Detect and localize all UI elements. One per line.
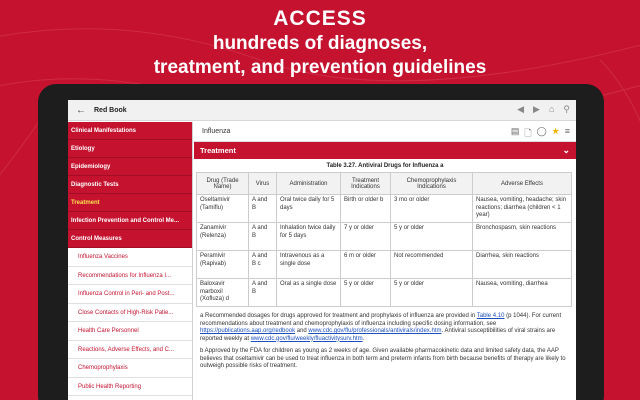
- promo-line-1: ACCESS: [273, 7, 367, 30]
- table-row: [197, 251, 572, 279]
- content-pane: [194, 122, 576, 400]
- content-tools: [511, 126, 570, 142]
- cdc-weekly-link[interactable]: www.cdc.gov/flu/weekly/fluactivitysurv.htm: [250, 335, 363, 342]
- promo-line-2: hundreds of diagnoses,: [212, 33, 428, 54]
- table-header: Treatment Indications: [341, 173, 391, 195]
- table-cell: Birth or older b: [341, 195, 391, 223]
- sidebar-item-reactions[interactable]: Reactions, Adverse Effects, and C...: [68, 341, 192, 360]
- app-title: Red Book: [94, 106, 127, 114]
- sidebar-item-influenza-control[interactable]: Influenza Control in Peri- and Post...: [68, 285, 192, 304]
- table-cell: 5 y or older: [341, 279, 391, 307]
- sidebar-item-clinical-manifestations[interactable]: Clinical Manifestations: [68, 122, 192, 140]
- table-cell: Baloxavir marboxil (Xofluza) d: [197, 279, 249, 307]
- sidebar-item-etiology[interactable]: Etiology: [68, 140, 192, 158]
- table-cell: Nausea, vomiting, headache; skin reactions; diarrhea (children < 1 year): [473, 195, 572, 223]
- document-icon[interactable]: 🗋: [524, 128, 532, 138]
- table-cell: A and B c: [249, 251, 277, 279]
- table-header: Chemoprophylaxis Indications: [391, 173, 473, 195]
- topic-title: Influenza: [202, 128, 231, 135]
- home-icon[interactable]: ⌂: [548, 104, 555, 114]
- sidebar-item-influenza-vaccines[interactable]: Influenza Vaccines: [68, 248, 192, 267]
- sidebar-item-close-contacts[interactable]: Close Contacts of High-Risk Patie...: [68, 304, 192, 323]
- footnote-b: b Approved by the FDA for children as young as 2 weeks of age. Given available pharmacokinetic data and limited safety data, the AAP believes that oseltamivir can be used to treat influenza in both term and preterm infants from birth because benefits of therapy are likely to outweigh possible risks of treatment.: [200, 348, 566, 369]
- sidebar-item-infection-prevention[interactable]: Infection Prevention and Control Me...: [68, 212, 192, 230]
- footnote-text: a Recommended dosages for drugs approved for treatment and prophylaxis of influenza are provided in: [200, 313, 476, 319]
- antiviral-table: [196, 172, 572, 307]
- redbook-link[interactable]: https://publications.aap.org/redbook: [200, 328, 296, 334]
- search-icon[interactable]: ⚲: [563, 104, 570, 114]
- table-cell: 6 m or older: [341, 251, 391, 279]
- table-cell: A and B: [249, 223, 277, 251]
- share-icon[interactable]: ≡: [564, 126, 570, 136]
- footnote-text: and: [296, 328, 307, 334]
- section-header[interactable]: [194, 142, 576, 159]
- sidebar-item-epidemiology[interactable]: Epidemiology: [68, 158, 192, 176]
- table-row: [197, 223, 572, 251]
- sidebar: [68, 122, 193, 400]
- table-cell: Oral twice daily for 5 days: [277, 195, 341, 223]
- table-cell: Intravenous as a single dose: [277, 251, 341, 279]
- sidebar-item-recommendations[interactable]: Recommendations for Influenza I...: [68, 267, 192, 286]
- table-footnotes: [194, 307, 576, 371]
- chevron-down-icon[interactable]: ⌄: [562, 145, 570, 155]
- footnote-text: .: [362, 335, 365, 342]
- sidebar-item-control-measures[interactable]: Control Measures: [68, 230, 192, 248]
- table-header: Administration: [277, 173, 341, 195]
- content-bar: [194, 122, 576, 142]
- table-title: Table 3.27. Antiviral Drugs for Influenza a: [326, 163, 444, 169]
- table-header: Drug (Trade Name): [197, 173, 249, 195]
- prev-icon[interactable]: ◀: [517, 104, 525, 114]
- table-cell: 3 mo or older: [391, 195, 473, 223]
- tag-icon[interactable]: ◯: [536, 126, 547, 136]
- table-cell: 5 y or older: [391, 279, 473, 307]
- notes-icon[interactable]: ▤: [510, 126, 520, 136]
- sidebar-item-diagnostic-tests[interactable]: Diagnostic Tests: [68, 176, 192, 194]
- table-row: [197, 195, 572, 223]
- table-header: Virus: [249, 173, 277, 195]
- footnote-a: [200, 313, 570, 343]
- back-arrow-icon[interactable]: ←: [76, 104, 86, 116]
- table-cell: Nausea, vomiting, diarrhea: [473, 279, 572, 307]
- table-header: Adverse Effects: [473, 173, 572, 195]
- table-link[interactable]: Table 4.10: [476, 313, 505, 319]
- table-cell: Peramivir (Rapivab): [197, 251, 249, 279]
- table-cell: Bronchospasm, skin reactions: [473, 223, 572, 251]
- table-cell: A and B: [249, 195, 277, 223]
- sidebar-item-health-care-personnel[interactable]: Health Care Personnel: [68, 322, 192, 341]
- next-icon[interactable]: ▶: [533, 104, 540, 114]
- cdc-antivirals-link[interactable]: www.cdc.gov/flu/professionals/antivirals/index.htm: [308, 328, 442, 334]
- table-cell: Oral as a single dose: [277, 279, 341, 307]
- sidebar-item-public-health-reporting[interactable]: Public Health Reporting: [68, 378, 192, 397]
- app-bar-icons: [517, 104, 570, 115]
- table-row: [197, 279, 572, 307]
- favorite-star-icon[interactable]: ★: [551, 126, 560, 136]
- promo-line-3: treatment, and prevention guidelines: [153, 57, 487, 78]
- sidebar-item-treatment[interactable]: Treatment: [68, 194, 192, 212]
- table-cell: A and B: [249, 279, 277, 307]
- sidebar-item-chemoprophylaxis[interactable]: Chemoprophylaxis: [68, 359, 192, 378]
- table-cell: 7 y or older: [341, 223, 391, 251]
- footnote-text: . Antiviral susceptibilities of viral strains are reported weekly at: [200, 328, 556, 342]
- table-cell: Zanamivir (Relenza): [197, 223, 249, 251]
- table-cell: Oseltamivir (Tamiflu): [197, 195, 249, 223]
- app-screen: [68, 100, 576, 400]
- app-bar: [68, 100, 576, 121]
- footnote-text: (p 1044). For current recommendations about treatment and chemoprophylaxis of influenza including specific dosing information, see: [200, 313, 562, 327]
- table-cell: Inhalation twice daily for 5 days: [277, 223, 341, 251]
- table-cell: Not recommended: [391, 251, 473, 279]
- table-cell: Diarrhea, skin reactions: [473, 251, 572, 279]
- table-header-row: [197, 173, 572, 195]
- section-title: Treatment: [200, 146, 236, 155]
- table-cell: 5 y or older: [391, 223, 473, 251]
- promo-headline: [0, 6, 640, 80]
